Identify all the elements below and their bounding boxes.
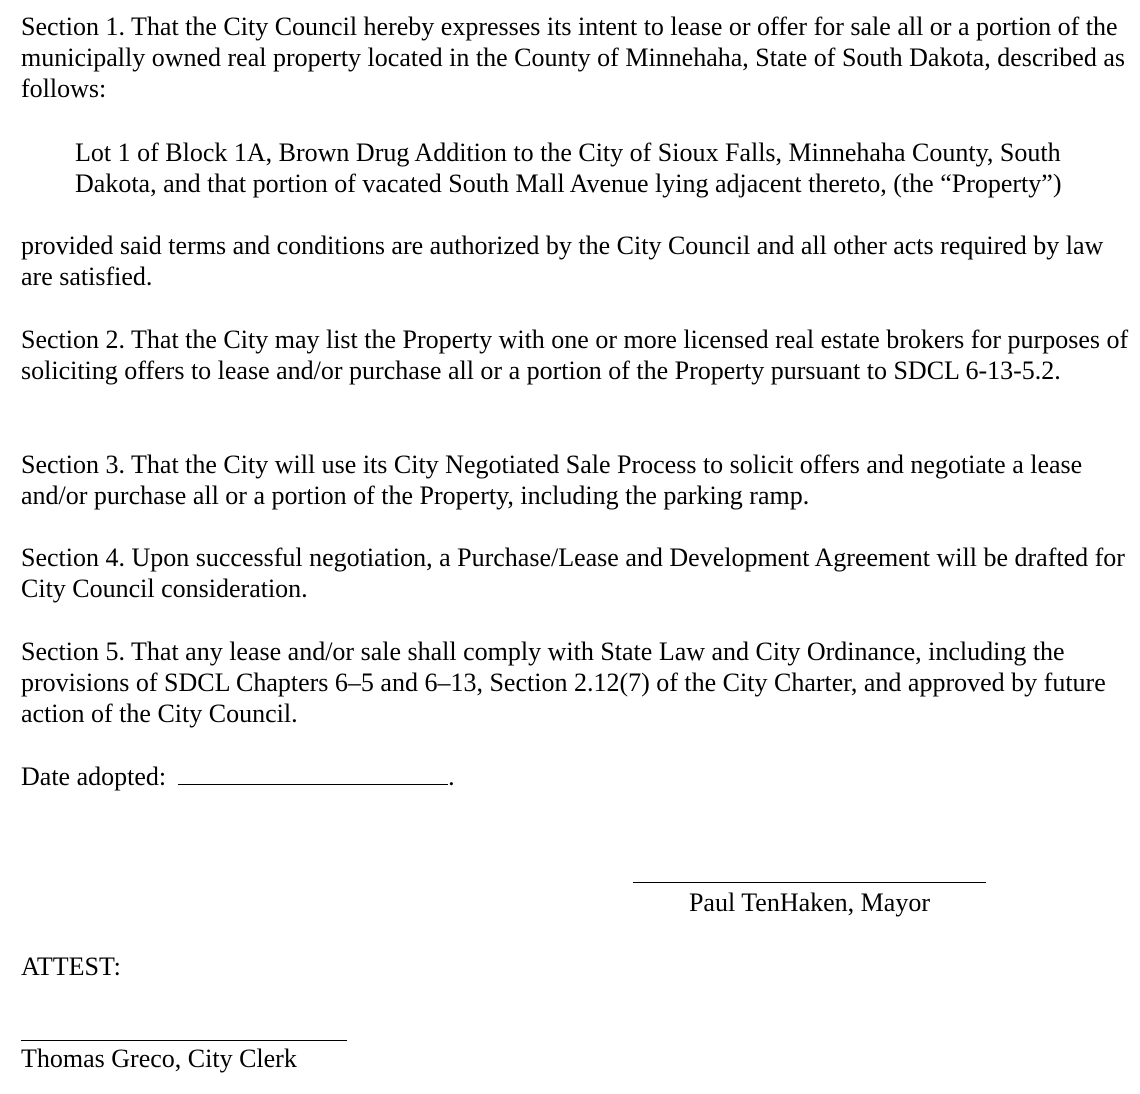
date-adopted-row <box>21 761 455 792</box>
date-adopted-period: . <box>448 762 455 791</box>
section-2-paragraph: Section 2. That the City may list the Property with one or more licensed real estate brokers for purposes of soliciting offers to lease and/or purchase all or a portion of the Property pursuant to SDCL 6-13-5.2. <box>21 325 1129 385</box>
section-3-paragraph: Section 3. That the City will use its City Negotiated Sale Process to solicit offers and negotiate a lease and/or purchase all or a portion of the Property, including the parking ramp. <box>21 450 1083 510</box>
section-4-paragraph: Section 4. Upon successful negotiation, a Purchase/Lease and Development Agreement will be drafted for City Council consideration. <box>21 543 1125 603</box>
section-1-paragraph: Section 1. That the City Council hereby expresses its intent to lease or offer for sale all or a portion of the municipally owned real property located in the County of Minnehaha, State of South Dakota, described as follows: <box>21 12 1125 103</box>
section-5-paragraph: Section 5. That any lease and/or sale shall comply with State Law and City Ordinance, including the provisions of SDCL Chapters 6–5 and 6–13, Section 2.12(7) of the City Charter, and approved by future action of the City Council. <box>21 637 1106 728</box>
date-adopted-blank <box>178 762 448 785</box>
proviso-paragraph: provided said terms and conditions are authorized by the City Council and all other acts required by law are satisfied. <box>21 231 1104 291</box>
mayor-name: Paul TenHaken, Mayor <box>688 888 931 917</box>
date-adopted-label: Date adopted: <box>21 762 167 791</box>
attest-label: ATTEST: <box>21 952 121 981</box>
mayor-signature-line <box>633 882 986 883</box>
legal-description: Lot 1 of Block 1A, Brown Drug Addition to the City of Sioux Falls, Minnehaha County, South Dakota, and that portion of vacated South Mall Avenue lying adjacent thereto, (the “Property”) <box>75 138 1062 198</box>
clerk-signature-line <box>21 1040 347 1041</box>
clerk-name: Thomas Greco, City Clerk <box>21 1044 297 1073</box>
